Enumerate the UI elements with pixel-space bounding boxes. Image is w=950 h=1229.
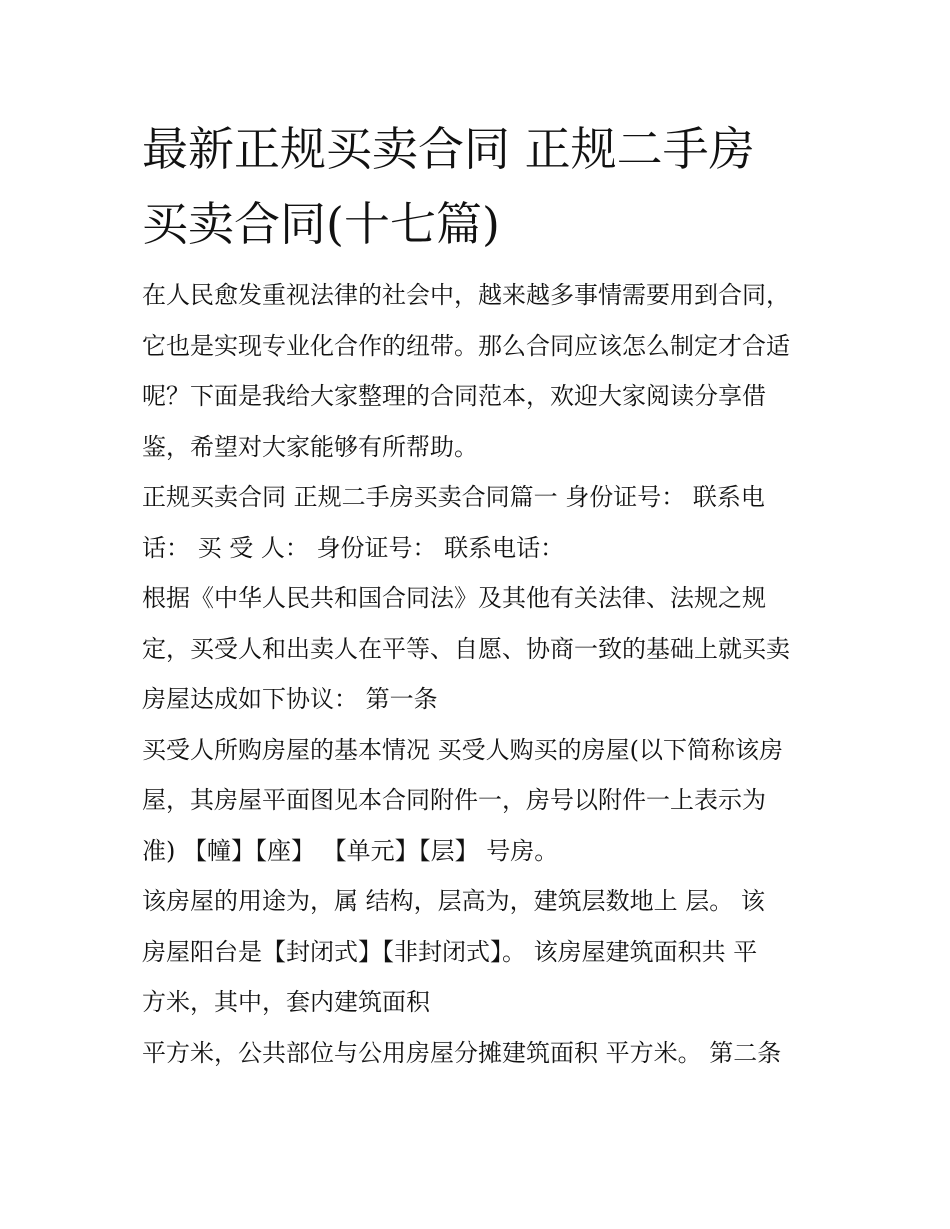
- intro-paragraph: 在人民愈发重视法律的社会中，越来越多事情需要用到合同， 它也是实现专业化合作的纽带。那么合同应该怎么制定才合适 呢？下面是我给大家整理的合同范本，欢迎大家阅读分享借 鉴，希望对大家能够有所帮助。: [142, 281, 790, 461]
- property-usage-paragraph: 该房屋的用途为，属 结构，层高为，建筑层数地上 层。 该 房屋阳台是【封闭式】【非封闭式】。 该房屋建筑面积共 平 方米，其中，套内建筑面积: [142, 887, 765, 1016]
- area-paragraph: 平方米，公共部位与公用房屋分摊建筑面积 平方米。 第二条: [142, 1038, 782, 1067]
- contract-header-paragraph: 正规买卖合同 正规二手房买卖合同篇一 身份证号： 联系电 话： 买 受 人： 身份证号： 联系电话：: [142, 483, 765, 562]
- document-title: 最新正规买卖合同 正规二手房 买卖合同(十七篇): [142, 122, 755, 251]
- document-page: [142, 112, 814, 1078]
- legal-basis-paragraph: 根据《中华人民共和国合同法》及其他有关法律、法规之规 定，买受人和出卖人在平等、自愿、协商一致的基础上就买卖 房屋达成如下协议： 第一条: [142, 584, 790, 713]
- property-info-paragraph: 买受人所购房屋的基本情况 买受人购买的房屋(以下简称该房 屋，其房屋平面图见本合同附件一，房号以附件一上表示为 准) 【幢】【座】 【单元】【层】 号房。: [142, 735, 783, 865]
